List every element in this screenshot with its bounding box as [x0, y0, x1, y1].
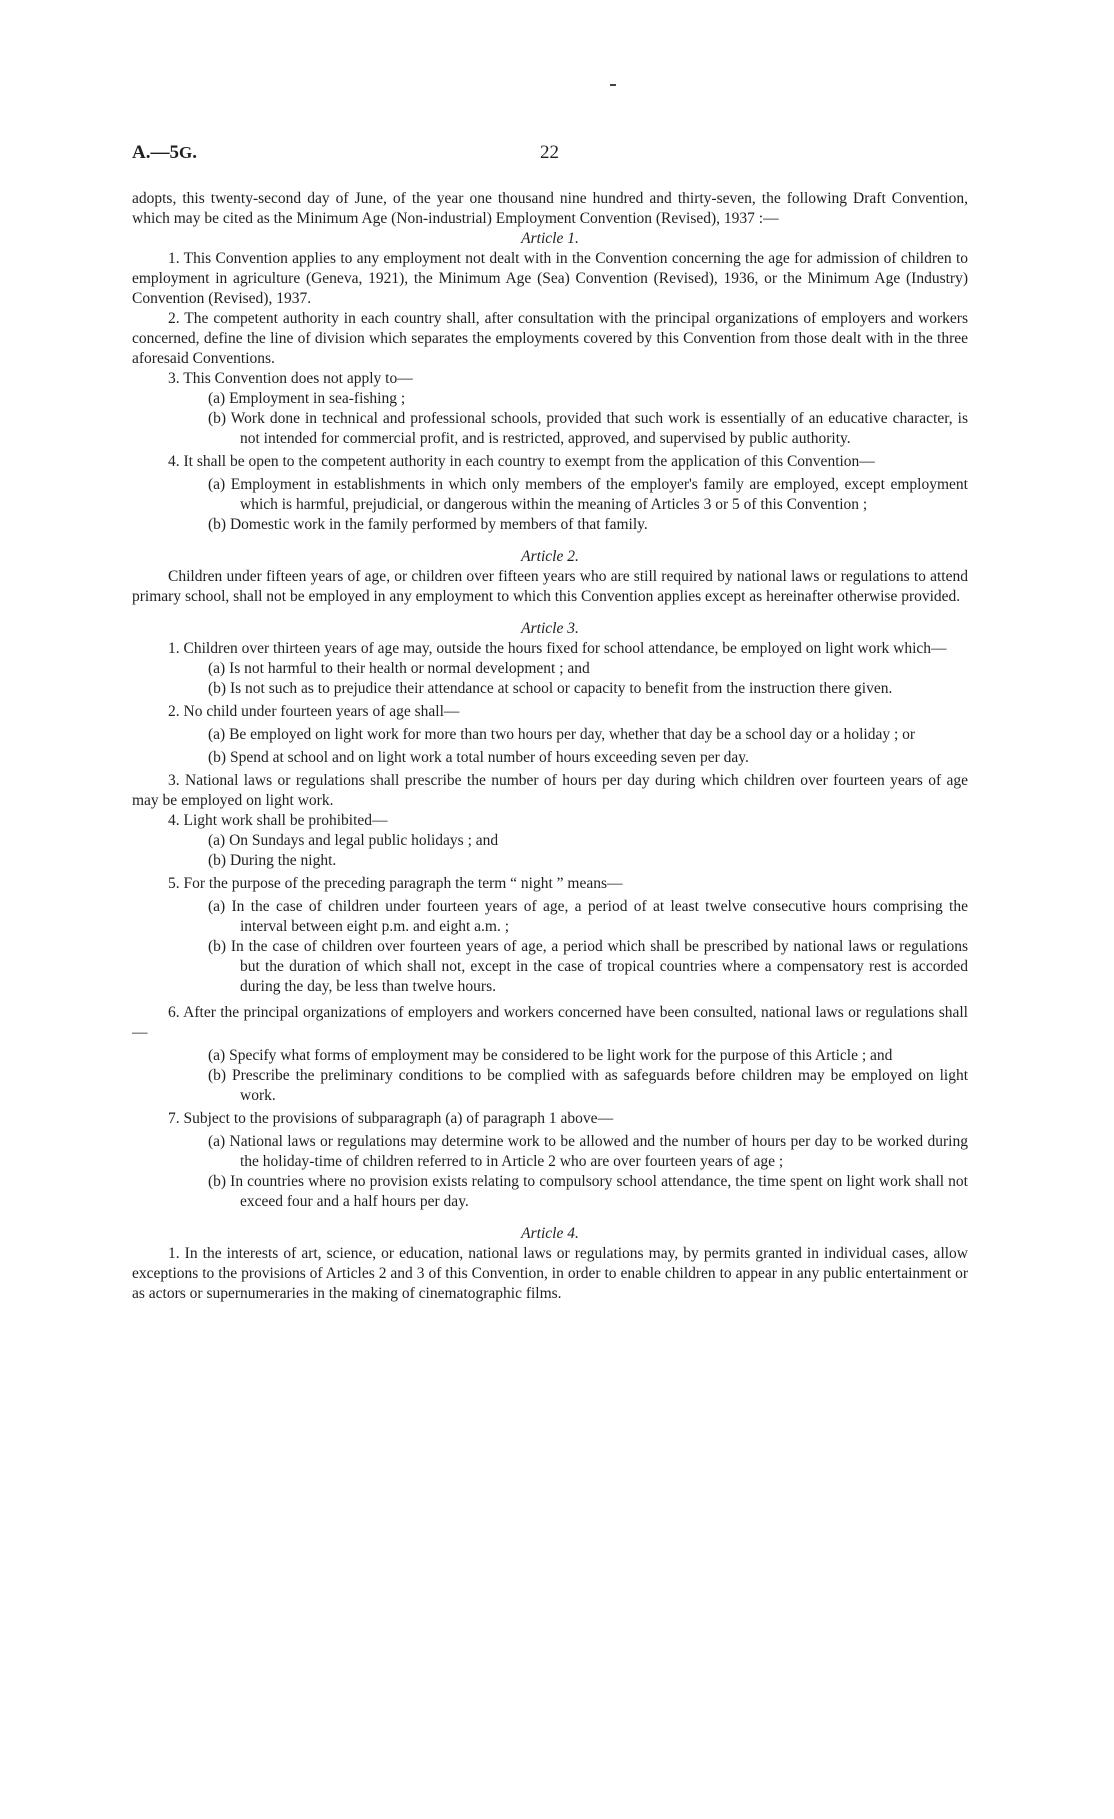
article-3-paragraph-6: 6. After the principal organizations of employers and workers concerned have been consulted, national laws or regulations shall— — [132, 1004, 968, 1041]
article-4-paragraph-1: 1. In the interests of art, science, or education, national laws or regulations may, by permits granted in individual cases, allow exceptions to the provisions of Articles 2 and 3 of this Convention, in order to enable children to appear in any public entertainment or as actors or supernumeraries in the making of cinematographic films. — [132, 1245, 968, 1302]
article-4-heading: Article 4. — [521, 1225, 579, 1242]
article-3-paragraph-6b: (b) Prescribe the preliminary conditions to be complied with as safeguards before children may be employed on light work. — [208, 1067, 968, 1104]
article-2-paragraph-1: Children under fifteen years of age, or children over fifteen years who are still required by national laws or regulations to attend primary school, shall not be employed in any employment to which this Convention applies except as hereinafter otherwise provided. — [132, 568, 968, 605]
article-3-paragraph-5a: (a) In the case of children under fourteen years of age, a period of at least twelve consecutive hours comprising the interval between eight p.m. and eight a.m. ; — [208, 898, 968, 935]
article-3-paragraph-2b: (b) Spend at school and on light work a total number of hours exceeding seven per day. — [208, 749, 749, 766]
article-1-paragraph-4: 4. It shall be open to the competent authority in each country to exempt from the application of this Convention— — [168, 453, 875, 470]
article-1-paragraph-3: 3. This Convention does not apply to— — [168, 370, 413, 387]
article-1-heading: Article 1. — [521, 230, 579, 247]
article-3-paragraph-1: 1. Children over thirteen years of age may, outside the hours fixed for school attendance, be employed on light work which— — [168, 640, 947, 657]
article-1-paragraph-1: 1. This Convention applies to any employment not dealt with in the Convention concerning the age for admission of children to employment in agriculture (Geneva, 1921), the Minimum Age (Sea) Convention (Revised), 1936, or the Minimum Age (Industry) Convention (Revised), 1937. — [132, 250, 968, 307]
page-header — [132, 142, 980, 168]
article-3-paragraph-6a: (a) Specify what forms of employment may be considered to be light work for the purpose of this Article ; and — [208, 1047, 893, 1064]
article-1-paragraph-3b: (b) Work done in technical and professional schools, provided that such work is essentially of an educative character, is not intended for commercial profit, and is restricted, approved, and supervised by public authority. — [208, 410, 968, 447]
article-3-paragraph-1a: (a) Is not harmful to their health or normal development ; and — [208, 660, 590, 677]
article-3-paragraph-7b: (b) In countries where no provision exists relating to compulsory school attendance, the time spent on light work shall not exceed four and a half hours per day. — [208, 1173, 968, 1210]
article-3-paragraph-2: 2. No child under fourteen years of age shall— — [168, 703, 460, 720]
article-3-heading: Article 3. — [521, 620, 579, 637]
scan-mark — [610, 84, 616, 86]
article-3-paragraph-2a: (a) Be employed on light work for more than two hours per day, whether that day be a school day or a holiday ; or — [208, 726, 916, 743]
article-3-paragraph-7: 7. Subject to the provisions of subparagraph (a) of paragraph 1 above— — [168, 1110, 614, 1127]
article-3-paragraph-5b: (b) In the case of children over fourteen years of age, a period which shall be prescribed by national laws or regulations but the duration of which shall not, except in the case of tropical countries where a compensatory rest is accorded during the day, be less than twelve hours. — [208, 938, 968, 995]
article-2-heading: Article 2. — [521, 548, 579, 565]
article-1-paragraph-2: 2. The competent authority in each country shall, after consultation with the principal organizations of employers and workers concerned, define the line of division which separates the employments covered by this Convention from those dealt with in the three aforesaid Conventions. — [132, 310, 968, 367]
article-1-paragraph-4b: (b) Domestic work in the family performed by members of that family. — [208, 516, 648, 533]
article-3-paragraph-7a: (a) National laws or regulations may determine work to be allowed and the number of hours per day to be worked during the holiday-time of children referred to in Article 2 who are over fourteen years of age ; — [208, 1133, 968, 1170]
article-3-paragraph-3: 3. National laws or regulations shall prescribe the number of hours per day during which children over fourteen years of age may be employed on light work. — [132, 772, 968, 809]
article-3-paragraph-4b: (b) During the night. — [208, 852, 337, 869]
intro-paragraph: adopts, this twenty-second day of June, of the year one thousand nine hundred and thirty-seven, the following Draft Convention, which may be cited as the Minimum Age (Non-industrial) Employment Convention (Revised), 1937 :— — [132, 190, 968, 227]
document-reference: A.—5G. — [132, 142, 197, 163]
article-3-paragraph-4a: (a) On Sundays and legal public holidays ; and — [208, 832, 499, 849]
article-1-paragraph-4a: (a) Employment in establishments in which only members of the employer's family are employed, except employment which is harmful, prejudicial, or dangerous within the meaning of Articles 3 or 5 of this Convention ; — [208, 476, 968, 513]
document-body — [132, 189, 968, 1304]
page-number: 22 — [540, 142, 559, 163]
article-3-paragraph-1b: (b) Is not such as to prejudice their attendance at school or capacity to benefit from the instruction there given. — [208, 680, 893, 697]
article-3-paragraph-5: 5. For the purpose of the preceding paragraph the term “ night ” means— — [168, 875, 623, 892]
article-3-paragraph-4: 4. Light work shall be prohibited— — [168, 812, 388, 829]
article-1-paragraph-3a: (a) Employment in sea-fishing ; — [208, 390, 406, 407]
